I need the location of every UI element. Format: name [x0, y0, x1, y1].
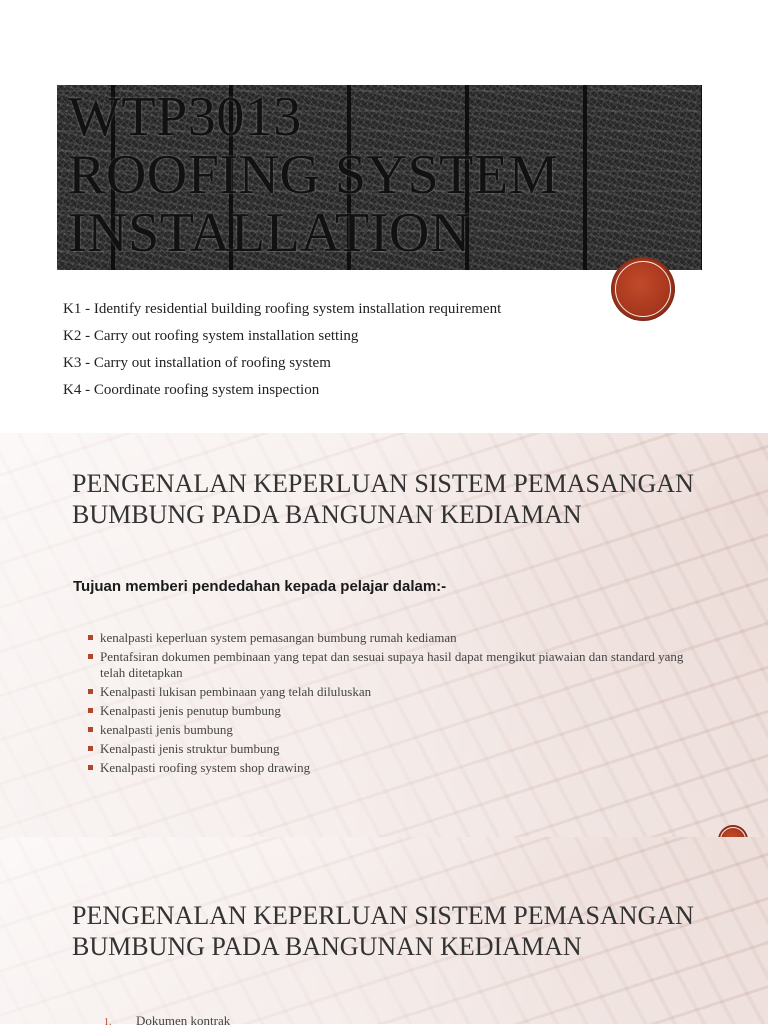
list-number: 1.: [104, 1017, 112, 1028]
competency-list: [63, 296, 501, 404]
competency-item-k4: K4 - Coordinate roofing system inspection: [63, 382, 320, 398]
objective-item: kenalpasti jenis bumbung: [86, 722, 686, 738]
competency-item-k2: K2 - Carry out roofing system installation setting: [63, 328, 359, 344]
slide-3-title: PENGENALAN KEPERLUAN SISTEM PEMASANGAN BUMBUNG PADA BANGUNAN KEDIAMAN: [72, 901, 694, 961]
document-list-item: [104, 1013, 230, 1031]
course-title-line-1: WTP3013: [68, 86, 302, 148]
competency-item-k1: K1 - Identify residential building roofing system installation requirement: [63, 301, 502, 317]
document-list: [104, 1013, 230, 1031]
slide-3: [0, 837, 768, 1028]
course-title-line-3: INSTALLATION: [68, 202, 471, 264]
slide-1: [0, 0, 768, 433]
objective-item: Kenalpasti jenis penutup bumbung: [86, 703, 686, 719]
objective-item: Kenalpasti lukisan pembinaan yang telah diluluskan: [86, 684, 686, 700]
objective-item: kenalpasti keperluan system pemasangan bumbung rumah kediaman: [86, 630, 686, 646]
course-title: [68, 88, 688, 262]
list-item-text: Dokumen kontrak: [136, 1013, 231, 1028]
course-title-line-2: ROOFING SYSTEM: [68, 144, 559, 206]
slide-2-title: PENGENALAN KEPERLUAN SISTEM PEMASANGAN BUMBUNG PADA BANGUNAN KEDIAMAN: [72, 469, 694, 529]
objective-item: Pentafsiran dokumen pembinaan yang tepat dan sesuai supaya hasil dapat mengikut piawaian dan standard yang telah ditetapkan: [86, 649, 686, 681]
slide-2-subtitle: Tujuan memberi pendedahan kepada pelajar dalam:-: [73, 578, 447, 595]
objective-item: Kenalpasti roofing system shop drawing: [86, 760, 686, 776]
decorative-circle-icon: [611, 257, 675, 321]
objectives-list: [86, 630, 686, 779]
objective-item: Kenalpasti jenis struktur bumbung: [86, 741, 686, 757]
competency-item-k3: K3 - Carry out installation of roofing system: [63, 355, 331, 371]
slide-2: [0, 433, 768, 837]
